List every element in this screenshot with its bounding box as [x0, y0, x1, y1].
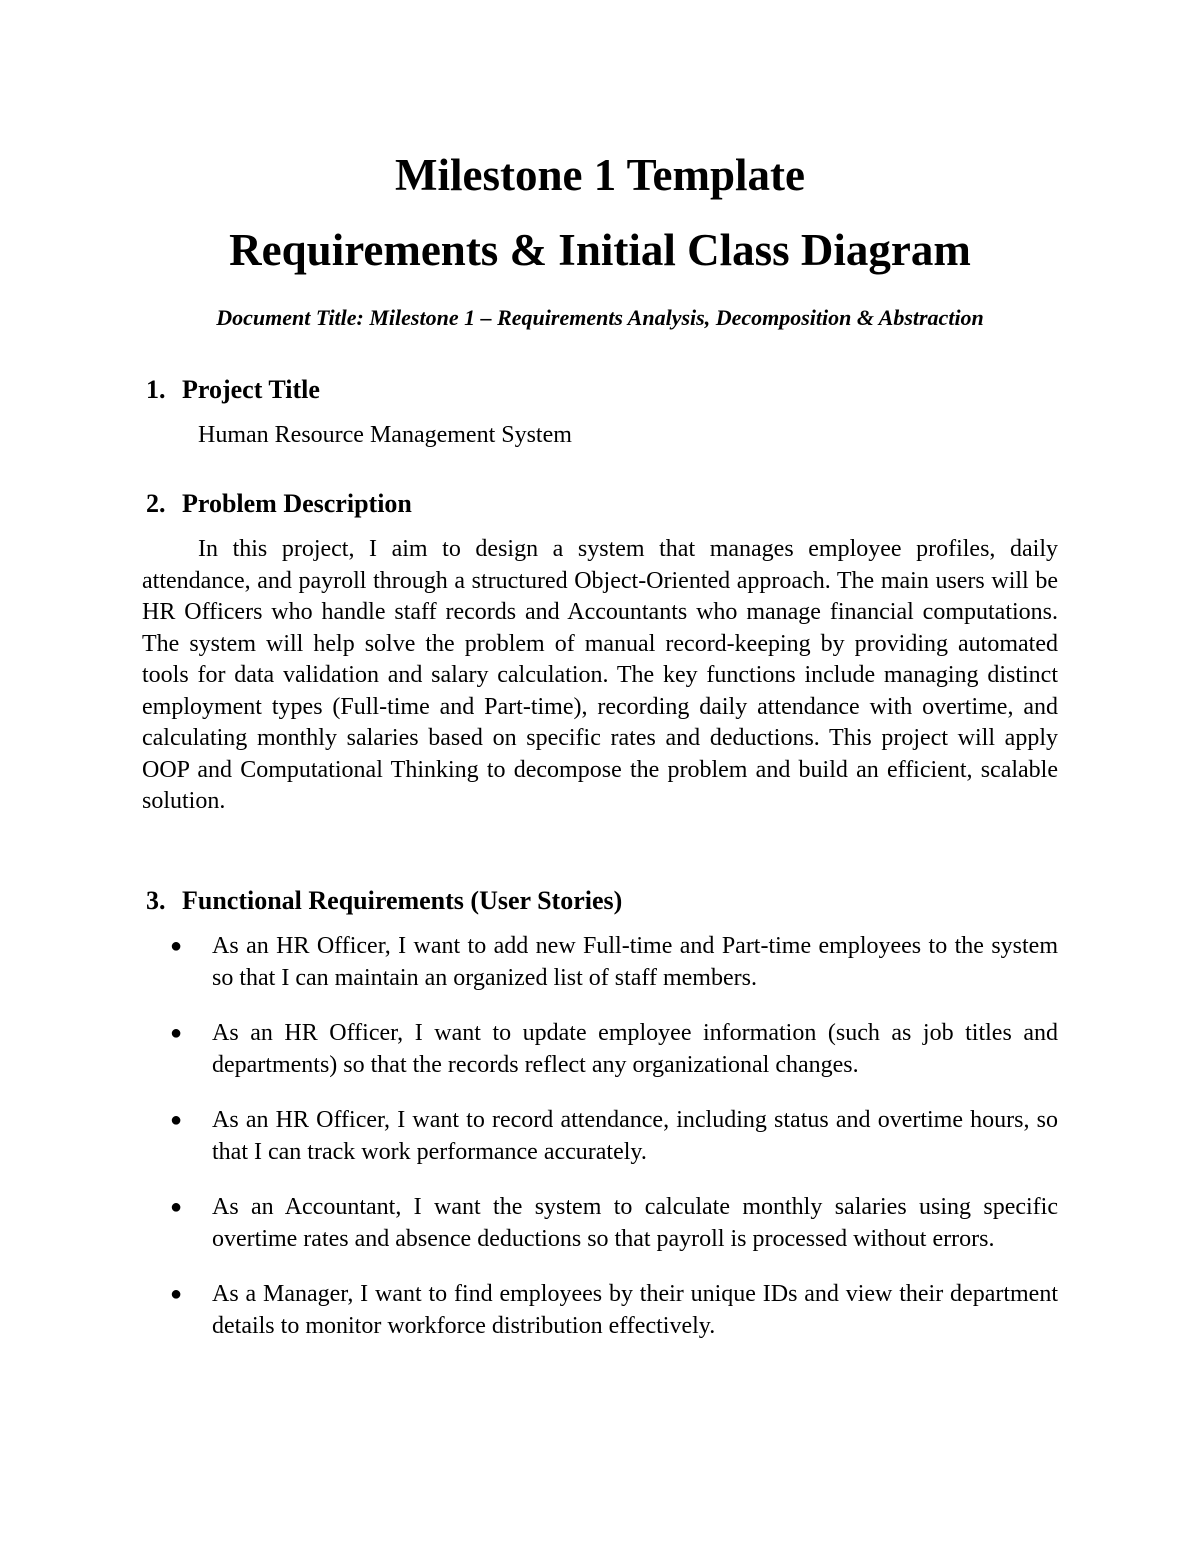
document-title: Document Title: Milestone 1 – Requirements Analysis, Decomposition & Abstraction [216, 305, 984, 330]
user-story-text: As an HR Officer, I want to update employee information (such as job titles and departments) so that the records reflect any organizational changes. [212, 1020, 1058, 1078]
bullet-icon: ● [170, 1283, 183, 1305]
list-item [0, 931, 1200, 994]
main-title: Milestone 1 Template [395, 150, 805, 200]
list-item [0, 1018, 1200, 1081]
problem-description-paragraph: In this project, I aim to design a system that manages employee profiles, daily attendance, and payroll through a structured Object-Oriented approach. The main users will be HR Officers who handle staff records and Accountants who manage financial computations. The system will help solve the problem of manual record-keeping by providing automated tools for data validation and salary calculation. The key functions include managing distinct employment types (Full-time and Part-time), recording daily attendance with overtime, and calculating monthly salaries based on specific rates and deductions. This project will apply OOP and Computational Thinking to decompose the problem and build an efficient, scalable solution. [142, 536, 1058, 814]
main-subtitle: Requirements & Initial Class Diagram [229, 225, 971, 275]
project-title-value: Human Resource Management System [198, 422, 572, 448]
list-item [0, 1192, 1200, 1255]
section-heading-text: Functional Requirements (User Stories) [182, 886, 623, 915]
section-heading-problem-description [146, 486, 412, 522]
bullet-icon: ● [170, 1022, 183, 1044]
list-item [0, 1279, 1200, 1342]
section-heading-text: Project Title [182, 375, 320, 404]
user-story-text: As a Manager, I want to find employees by their unique IDs and view their department details to monitor workforce distribution effectively. [212, 1281, 1058, 1339]
bullet-icon: ● [170, 1196, 183, 1218]
bullet-icon: ● [170, 935, 183, 957]
user-story-text: As an HR Officer, I want to add new Full-time and Part-time employees to the system so that I can maintain an organized list of staff members. [212, 933, 1058, 991]
section-heading-text: Problem Description [182, 489, 412, 518]
bullet-icon: ● [170, 1109, 183, 1131]
user-story-text: As an HR Officer, I want to record attendance, including status and overtime hours, so that I can track work performance accurately. [212, 1107, 1058, 1165]
user-story-text: As an Accountant, I want the system to calculate monthly salaries using specific overtime rates and absence deductions so that payroll is processed without errors. [212, 1194, 1058, 1252]
user-stories-list [0, 931, 1200, 1366]
section-number: 1. [146, 375, 166, 404]
section-number: 2. [146, 489, 166, 518]
section-number: 3. [146, 886, 166, 915]
section-heading-project-title [146, 372, 320, 408]
list-item [0, 1105, 1200, 1168]
section-heading-functional-requirements [146, 883, 622, 919]
